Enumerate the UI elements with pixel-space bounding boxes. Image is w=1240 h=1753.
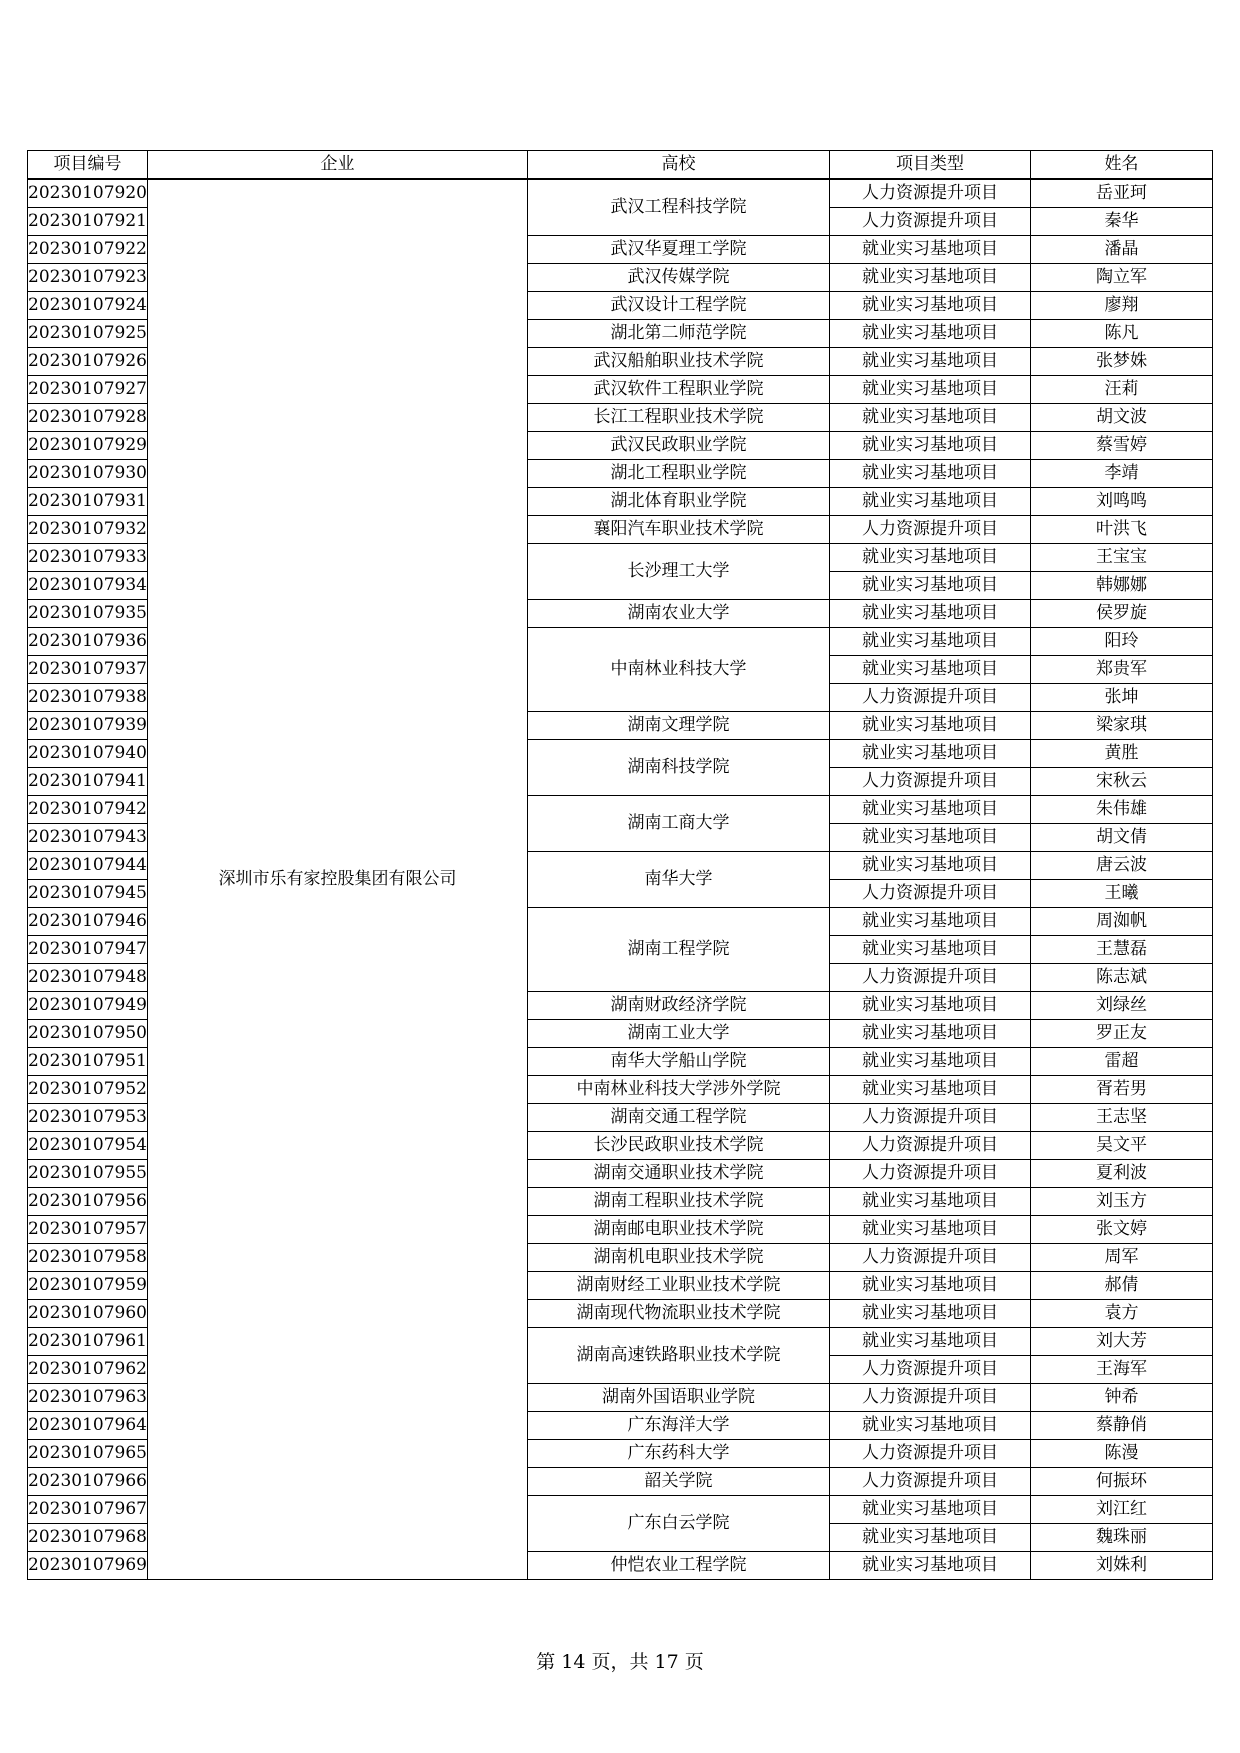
person-name-cell: 雷超 xyxy=(1031,1048,1213,1076)
university-cell: 仲恺农业工程学院 xyxy=(528,1552,830,1580)
person-name-cell: 夏利波 xyxy=(1031,1160,1213,1188)
project-id-cell: 20230107943 xyxy=(28,824,148,852)
person-name-cell: 钟希 xyxy=(1031,1384,1213,1412)
project-type-cell: 人力资源提升项目 xyxy=(830,1132,1031,1160)
university-cell: 中南林业科技大学 xyxy=(528,628,830,712)
project-type-cell: 就业实习基地项目 xyxy=(830,348,1031,376)
project-type-cell: 就业实习基地项目 xyxy=(830,628,1031,656)
project-id-cell: 20230107931 xyxy=(28,488,148,516)
project-type-cell: 人力资源提升项目 xyxy=(830,179,1031,208)
university-cell: 襄阳汽车职业技术学院 xyxy=(528,516,830,544)
project-id-cell: 20230107965 xyxy=(28,1440,148,1468)
project-type-cell: 就业实习基地项目 xyxy=(830,600,1031,628)
university-cell: 湖南交通工程学院 xyxy=(528,1104,830,1132)
university-cell: 南华大学船山学院 xyxy=(528,1048,830,1076)
project-type-cell: 就业实习基地项目 xyxy=(830,824,1031,852)
person-name-cell: 张梦姝 xyxy=(1031,348,1213,376)
person-name-cell: 周军 xyxy=(1031,1244,1213,1272)
person-name-cell: 魏珠丽 xyxy=(1031,1524,1213,1552)
header-project-id: 项目编号 xyxy=(28,151,148,180)
project-type-cell: 就业实习基地项目 xyxy=(830,376,1031,404)
project-id-cell: 20230107956 xyxy=(28,1188,148,1216)
project-type-cell: 就业实习基地项目 xyxy=(830,460,1031,488)
project-id-cell: 20230107949 xyxy=(28,992,148,1020)
project-id-cell: 20230107928 xyxy=(28,404,148,432)
university-cell: 湖南现代物流职业技术学院 xyxy=(528,1300,830,1328)
university-cell: 湖北工程职业学院 xyxy=(528,460,830,488)
project-id-cell: 20230107959 xyxy=(28,1272,148,1300)
project-id-cell: 20230107940 xyxy=(28,740,148,768)
person-name-cell: 张文婷 xyxy=(1031,1216,1213,1244)
person-name-cell: 刘江红 xyxy=(1031,1496,1213,1524)
project-type-cell: 就业实习基地项目 xyxy=(830,1524,1031,1552)
project-id-cell: 20230107969 xyxy=(28,1552,148,1580)
project-id-cell: 20230107941 xyxy=(28,768,148,796)
project-id-cell: 20230107920 xyxy=(28,179,148,208)
university-cell: 湖南工商大学 xyxy=(528,796,830,852)
project-table xyxy=(27,150,1213,1580)
project-type-cell: 就业实习基地项目 xyxy=(830,740,1031,768)
university-cell: 南华大学 xyxy=(528,852,830,908)
person-name-cell: 秦华 xyxy=(1031,208,1213,236)
project-id-cell: 20230107963 xyxy=(28,1384,148,1412)
person-name-cell: 梁家琪 xyxy=(1031,712,1213,740)
person-name-cell: 袁方 xyxy=(1031,1300,1213,1328)
project-id-cell: 20230107964 xyxy=(28,1412,148,1440)
project-id-cell: 20230107955 xyxy=(28,1160,148,1188)
project-type-cell: 就业实习基地项目 xyxy=(830,712,1031,740)
project-id-cell: 20230107923 xyxy=(28,264,148,292)
project-type-cell: 就业实习基地项目 xyxy=(830,404,1031,432)
project-type-cell: 就业实习基地项目 xyxy=(830,936,1031,964)
project-id-cell: 20230107966 xyxy=(28,1468,148,1496)
table-row xyxy=(28,179,1213,208)
project-type-cell: 人力资源提升项目 xyxy=(830,1104,1031,1132)
project-type-cell: 就业实习基地项目 xyxy=(830,1188,1031,1216)
project-type-cell: 人力资源提升项目 xyxy=(830,1244,1031,1272)
person-name-cell: 王慧磊 xyxy=(1031,936,1213,964)
university-cell: 武汉华夏理工学院 xyxy=(528,236,830,264)
project-type-cell: 就业实习基地项目 xyxy=(830,1328,1031,1356)
university-cell: 湖北第二师范学院 xyxy=(528,320,830,348)
person-name-cell: 朱伟雄 xyxy=(1031,796,1213,824)
project-type-cell: 就业实习基地项目 xyxy=(830,1048,1031,1076)
project-type-cell: 就业实习基地项目 xyxy=(830,544,1031,572)
person-name-cell: 张坤 xyxy=(1031,684,1213,712)
project-id-cell: 20230107948 xyxy=(28,964,148,992)
project-id-cell: 20230107968 xyxy=(28,1524,148,1552)
university-cell: 湖南机电职业技术学院 xyxy=(528,1244,830,1272)
project-id-cell: 20230107962 xyxy=(28,1356,148,1384)
project-id-cell: 20230107925 xyxy=(28,320,148,348)
university-cell: 武汉软件工程职业学院 xyxy=(528,376,830,404)
project-type-cell: 就业实习基地项目 xyxy=(830,992,1031,1020)
university-cell: 湖南高速铁路职业技术学院 xyxy=(528,1328,830,1384)
university-cell: 湖北体育职业学院 xyxy=(528,488,830,516)
project-type-cell: 人力资源提升项目 xyxy=(830,768,1031,796)
university-cell: 长沙理工大学 xyxy=(528,544,830,600)
person-name-cell: 王宝宝 xyxy=(1031,544,1213,572)
project-type-cell: 就业实习基地项目 xyxy=(830,1020,1031,1048)
university-cell: 武汉船舶职业技术学院 xyxy=(528,348,830,376)
project-type-cell: 就业实习基地项目 xyxy=(830,292,1031,320)
person-name-cell: 叶洪飞 xyxy=(1031,516,1213,544)
header-enterprise: 企业 xyxy=(148,151,528,180)
person-name-cell: 刘姝利 xyxy=(1031,1552,1213,1580)
project-type-cell: 就业实习基地项目 xyxy=(830,796,1031,824)
project-type-cell: 人力资源提升项目 xyxy=(830,1356,1031,1384)
university-cell: 武汉设计工程学院 xyxy=(528,292,830,320)
header-project-type: 项目类型 xyxy=(830,151,1031,180)
project-id-cell: 20230107939 xyxy=(28,712,148,740)
university-cell: 湖南外国语职业学院 xyxy=(528,1384,830,1412)
person-name-cell: 陈凡 xyxy=(1031,320,1213,348)
person-name-cell: 郑贵军 xyxy=(1031,656,1213,684)
project-id-cell: 20230107930 xyxy=(28,460,148,488)
project-type-cell: 就业实习基地项目 xyxy=(830,488,1031,516)
university-cell: 湖南财经工业职业技术学院 xyxy=(528,1272,830,1300)
project-id-cell: 20230107927 xyxy=(28,376,148,404)
project-id-cell: 20230107961 xyxy=(28,1328,148,1356)
project-type-cell: 就业实习基地项目 xyxy=(830,852,1031,880)
person-name-cell: 岳亚珂 xyxy=(1031,179,1213,208)
person-name-cell: 陈志斌 xyxy=(1031,964,1213,992)
university-cell: 湖南农业大学 xyxy=(528,600,830,628)
person-name-cell: 宋秋云 xyxy=(1031,768,1213,796)
project-id-cell: 20230107958 xyxy=(28,1244,148,1272)
project-id-cell: 20230107967 xyxy=(28,1496,148,1524)
project-type-cell: 就业实习基地项目 xyxy=(830,572,1031,600)
university-cell: 武汉传媒学院 xyxy=(528,264,830,292)
person-name-cell: 韩娜娜 xyxy=(1031,572,1213,600)
project-type-cell: 人力资源提升项目 xyxy=(830,208,1031,236)
project-id-cell: 20230107935 xyxy=(28,600,148,628)
page-footer: 第 14 页，共 17 页 xyxy=(536,1651,704,1673)
project-id-cell: 20230107937 xyxy=(28,656,148,684)
person-name-cell: 阳玲 xyxy=(1031,628,1213,656)
project-id-cell: 20230107957 xyxy=(28,1216,148,1244)
project-type-cell: 就业实习基地项目 xyxy=(830,908,1031,936)
header-university: 高校 xyxy=(528,151,830,180)
project-type-cell: 就业实习基地项目 xyxy=(830,656,1031,684)
person-name-cell: 汪莉 xyxy=(1031,376,1213,404)
project-id-cell: 20230107945 xyxy=(28,880,148,908)
person-name-cell: 蔡静俏 xyxy=(1031,1412,1213,1440)
project-id-cell: 20230107951 xyxy=(28,1048,148,1076)
project-type-cell: 就业实习基地项目 xyxy=(830,1412,1031,1440)
project-type-cell: 人力资源提升项目 xyxy=(830,516,1031,544)
person-name-cell: 何振环 xyxy=(1031,1468,1213,1496)
project-type-cell: 就业实习基地项目 xyxy=(830,1552,1031,1580)
person-name-cell: 唐云波 xyxy=(1031,852,1213,880)
project-type-cell: 就业实习基地项目 xyxy=(830,1496,1031,1524)
university-cell: 长沙民政职业技术学院 xyxy=(528,1132,830,1160)
person-name-cell: 李靖 xyxy=(1031,460,1213,488)
project-type-cell: 人力资源提升项目 xyxy=(830,880,1031,908)
person-name-cell: 周洳帆 xyxy=(1031,908,1213,936)
project-id-cell: 20230107936 xyxy=(28,628,148,656)
project-id-cell: 20230107960 xyxy=(28,1300,148,1328)
university-cell: 湖南文理学院 xyxy=(528,712,830,740)
project-id-cell: 20230107924 xyxy=(28,292,148,320)
project-id-cell: 20230107926 xyxy=(28,348,148,376)
university-cell: 中南林业科技大学涉外学院 xyxy=(528,1076,830,1104)
project-type-cell: 人力资源提升项目 xyxy=(830,964,1031,992)
project-type-cell: 就业实习基地项目 xyxy=(830,236,1031,264)
university-cell: 广东海洋大学 xyxy=(528,1412,830,1440)
person-name-cell: 潘晶 xyxy=(1031,236,1213,264)
project-id-cell: 20230107944 xyxy=(28,852,148,880)
enterprise-cell: 深圳市乐有家控股集团有限公司 xyxy=(148,179,528,1580)
person-name-cell: 廖翔 xyxy=(1031,292,1213,320)
university-cell: 广东药科大学 xyxy=(528,1440,830,1468)
project-id-cell: 20230107929 xyxy=(28,432,148,460)
person-name-cell: 胡文倩 xyxy=(1031,824,1213,852)
project-type-cell: 就业实习基地项目 xyxy=(830,320,1031,348)
university-cell: 湖南邮电职业技术学院 xyxy=(528,1216,830,1244)
project-id-cell: 20230107942 xyxy=(28,796,148,824)
project-id-cell: 20230107933 xyxy=(28,544,148,572)
person-name-cell: 王曦 xyxy=(1031,880,1213,908)
university-cell: 湖南科技学院 xyxy=(528,740,830,796)
person-name-cell: 郝倩 xyxy=(1031,1272,1213,1300)
person-name-cell: 刘鸣鸣 xyxy=(1031,488,1213,516)
project-id-cell: 20230107947 xyxy=(28,936,148,964)
university-cell: 武汉民政职业学院 xyxy=(528,432,830,460)
person-name-cell: 王海军 xyxy=(1031,1356,1213,1384)
person-name-cell: 胡文波 xyxy=(1031,404,1213,432)
project-id-cell: 20230107950 xyxy=(28,1020,148,1048)
university-cell: 湖南工程学院 xyxy=(528,908,830,992)
project-type-cell: 就业实习基地项目 xyxy=(830,264,1031,292)
person-name-cell: 刘大芳 xyxy=(1031,1328,1213,1356)
person-name-cell: 吴文平 xyxy=(1031,1132,1213,1160)
project-id-cell: 20230107921 xyxy=(28,208,148,236)
project-id-cell: 20230107922 xyxy=(28,236,148,264)
project-id-cell: 20230107952 xyxy=(28,1076,148,1104)
person-name-cell: 黄胜 xyxy=(1031,740,1213,768)
project-id-cell: 20230107954 xyxy=(28,1132,148,1160)
university-cell: 湖南财政经济学院 xyxy=(528,992,830,1020)
project-type-cell: 人力资源提升项目 xyxy=(830,1384,1031,1412)
project-id-cell: 20230107953 xyxy=(28,1104,148,1132)
project-type-cell: 就业实习基地项目 xyxy=(830,1272,1031,1300)
header-name: 姓名 xyxy=(1031,151,1213,180)
person-name-cell: 胥若男 xyxy=(1031,1076,1213,1104)
person-name-cell: 罗正友 xyxy=(1031,1020,1213,1048)
person-name-cell: 蔡雪婷 xyxy=(1031,432,1213,460)
person-name-cell: 刘绿丝 xyxy=(1031,992,1213,1020)
project-type-cell: 就业实习基地项目 xyxy=(830,432,1031,460)
person-name-cell: 陶立军 xyxy=(1031,264,1213,292)
university-cell: 武汉工程科技学院 xyxy=(528,179,830,236)
header-row xyxy=(28,151,1213,180)
person-name-cell: 陈漫 xyxy=(1031,1440,1213,1468)
project-type-cell: 就业实习基地项目 xyxy=(830,1216,1031,1244)
project-type-cell: 人力资源提升项目 xyxy=(830,1468,1031,1496)
project-type-cell: 人力资源提升项目 xyxy=(830,1160,1031,1188)
project-type-cell: 人力资源提升项目 xyxy=(830,1440,1031,1468)
project-type-cell: 人力资源提升项目 xyxy=(830,684,1031,712)
project-id-cell: 20230107946 xyxy=(28,908,148,936)
university-cell: 湖南工业大学 xyxy=(528,1020,830,1048)
person-name-cell: 侯罗旋 xyxy=(1031,600,1213,628)
university-cell: 广东白云学院 xyxy=(528,1496,830,1552)
project-type-cell: 就业实习基地项目 xyxy=(830,1076,1031,1104)
university-cell: 湖南交通职业技术学院 xyxy=(528,1160,830,1188)
university-cell: 湖南工程职业技术学院 xyxy=(528,1188,830,1216)
person-name-cell: 刘玉方 xyxy=(1031,1188,1213,1216)
university-cell: 长江工程职业技术学院 xyxy=(528,404,830,432)
table-body xyxy=(28,179,1213,1580)
project-id-cell: 20230107934 xyxy=(28,572,148,600)
project-id-cell: 20230107938 xyxy=(28,684,148,712)
person-name-cell: 王志坚 xyxy=(1031,1104,1213,1132)
project-type-cell: 就业实习基地项目 xyxy=(830,1300,1031,1328)
university-cell: 韶关学院 xyxy=(528,1468,830,1496)
project-id-cell: 20230107932 xyxy=(28,516,148,544)
